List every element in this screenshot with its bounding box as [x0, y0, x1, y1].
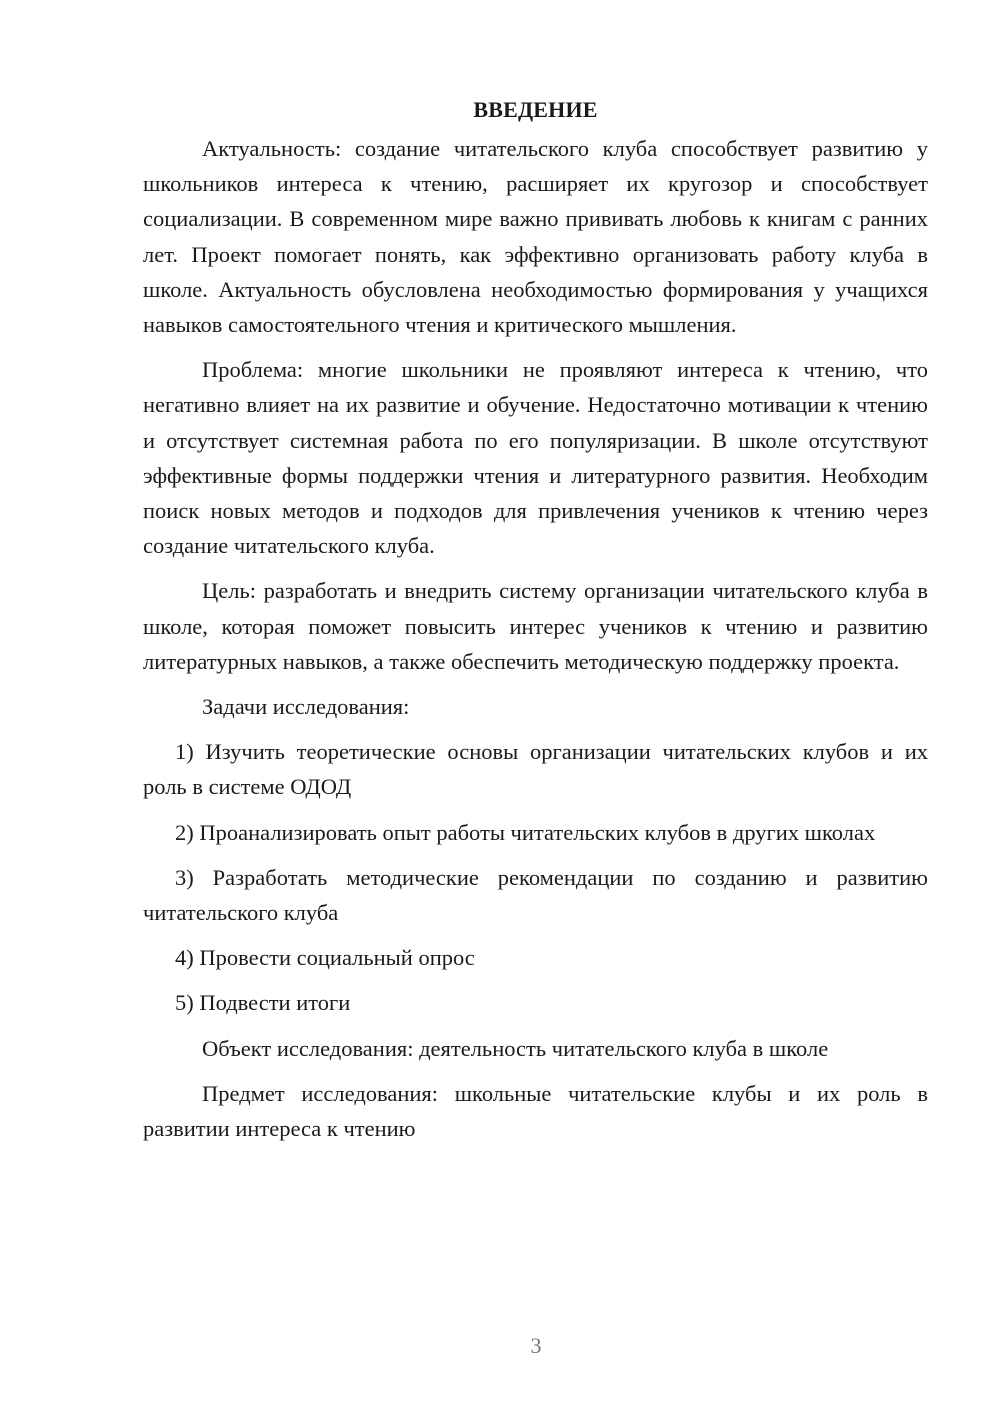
- task-item-3: 3) Разработать методические рекомендации по созданию и развитию читательского клуба: [143, 864, 928, 926]
- page-title: ВВЕДЕНИЕ: [473, 97, 598, 122]
- tasks-heading: Задачи исследования:: [202, 694, 410, 720]
- page-number: 3: [530, 1333, 542, 1358]
- paragraph-subject: Предмет исследования: школьные читательские клубы и их роль в развитии интереса к чтению: [143, 1080, 928, 1142]
- task-item-1: 1) Изучить теоретические основы организации читательских клубов и их роль в системе ОДОД: [143, 739, 928, 800]
- paragraph-goal: Цель: разработать и внедрить систему организации читательского клуба в школе, которая поможет повысить интерес учеников к чтению и развитию литературных навыков, а также обеспечить методическую поддержку проекта.: [143, 578, 928, 674]
- paragraph-object: Объект исследования: деятельность читательского клуба в школе: [202, 1035, 829, 1061]
- document-body: [143, 92, 928, 1156]
- paragraph-relevance: Актуальность: создание читательского клуба способствует развитию у школьников интереса к чтению, расширяет их кругозор и способствует социализации. В современном мире важно прививать любовь к книгам с ранних лет. Проект помогает понять, как эффективно организовать работу клуба в школе. Актуальность обусловлена необходимостью формирования у учащихся навыков самостоятельного чтения и критического мышления.: [143, 136, 928, 338]
- task-item-2: 2) Проанализировать опыт работы читательских клубов в других школах: [175, 819, 876, 845]
- task-item-5: 5) Подвести итоги: [175, 990, 351, 1016]
- task-item-4: 4) Провести социальный опрос: [175, 945, 475, 971]
- paragraph-problem: Проблема: многие школьники не проявляют интереса к чтению, что негативно влияет на их развитие и обучение. Недостаточно мотивации к чтению и отсутствует системная работа по его популяризации. В школе отсутствуют эффективные формы поддержки чтения и литературного развития. Необходим поиск новых методов и подходов для привлечения учеников к чтению через создание читательского клуба.: [143, 357, 928, 559]
